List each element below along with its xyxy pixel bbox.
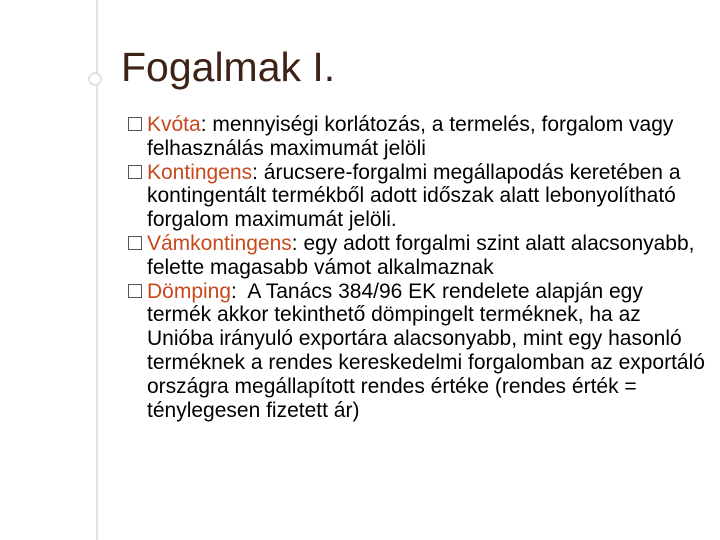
definition-term: Kontingens [147, 160, 253, 184]
square-bullet-icon [128, 165, 142, 179]
definition-separator: : [231, 279, 248, 303]
definition-text: egy adott forgalmi szint alatt alacsonyabb, felette magasabb vámot alkalmaznak [147, 231, 695, 279]
slide-title: Fogalmak I. [121, 44, 336, 90]
definition-term: Vámkontingens [147, 231, 292, 255]
definition-text: A Tanács 384/96 EK rendelete alapján egy termék akkor tekinthető dömpingelt terméknek, ha az Unióba irányuló exportára alacsonyabb, mint egy hasonló terméknek a rendes kereskedelmi forgalomban az exportáló országra megállapított rendes értéke (rendes érték = ténylegesen fizetett ár) [147, 279, 705, 422]
definition-item-kvota [128, 113, 708, 161]
decorative-circle [88, 72, 102, 86]
square-bullet-icon [128, 284, 142, 298]
definition-text: árucsere-forgalmi megállapodás keretében a kontingentált termékből adott időszak alatt lebonyolítható forgalom maximumát jelöli. [147, 160, 681, 232]
square-bullet-icon [128, 117, 142, 131]
definition-item-domping [128, 280, 708, 423]
definition-item-vamkontingens [128, 232, 708, 280]
definition-separator: : [200, 113, 213, 136]
definition-term: Dömping [147, 279, 232, 303]
square-bullet-icon [128, 236, 142, 250]
definition-separator: : [291, 231, 304, 255]
definition-term: Kvóta [147, 113, 201, 136]
definition-list [128, 113, 708, 422]
definition-separator: : [252, 160, 264, 184]
definition-text: mennyiségi korlátozás, a termelés, forgalom vagy felhasználás maximumát jelöli [147, 113, 674, 160]
definition-item-kontingens [128, 161, 708, 232]
